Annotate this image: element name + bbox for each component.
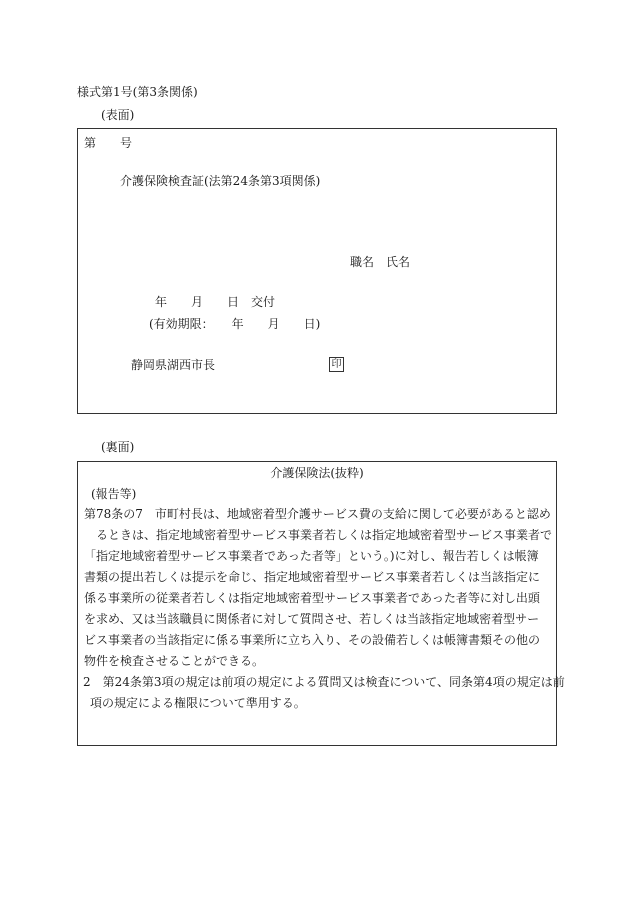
section-heading: (報告等): [91, 487, 137, 501]
article-line: ビス事業者の当該指定に係る事業所に立ち入り、その設備若しくは帳簿書類その他の: [84, 633, 541, 647]
law-title: 介護保険法(抜粋): [270, 466, 364, 480]
article-line: るときは、指定地域密着型サービス事業者若しくは指定地域密着型サービス事業者で: [96, 528, 553, 542]
paragraph-2-line: 項の規定による権限について準用する。: [90, 696, 306, 710]
position-name: 職名 氏名: [350, 255, 411, 269]
article-line: 「指定地域密着型サービス事業者であった者等」という。)に対し、報告若しくは帳簿: [84, 549, 539, 563]
seal-icon: [329, 357, 344, 372]
article-line: 第78条の7 市町村長は、地域密着型介護サービス費の支給に関して必要があると認め: [84, 507, 551, 521]
paragraph-2-line: 2 第24条第3項の規定は前項の規定による質問又は検査について、同条第4項の規定は前: [83, 675, 565, 689]
form-label: 様式第1号(第3条関係): [77, 85, 198, 99]
article-line: を求め、又は当該職員に関係者に対して質問させ、若しくは当該指定地域密着型サー: [84, 612, 540, 626]
front-side-label: (表面): [101, 108, 135, 122]
article-line: 係る事業所の従業者若しくは指定地域密着型サービス事業者であった者等に対し出頭: [84, 591, 540, 605]
certificate-title: 介護保険検査証(法第24条第3項関係): [120, 174, 321, 188]
certificate-back: [77, 461, 565, 746]
article-line: 書類の提出若しくは提示を命じ、指定地域密着型サービス事業者若しくは当該指定に: [84, 570, 541, 584]
certificate-number: 第 号: [84, 136, 133, 150]
article-line: 物件を検査させることができる。: [84, 654, 265, 668]
seal-char: 印: [329, 357, 344, 372]
validity-period: (有効期限： 年 月 日): [149, 317, 321, 331]
issuer-name: 静岡県湖西市長: [131, 358, 216, 372]
certificate-front: [77, 128, 557, 414]
issue-date: 年 月 日 交付: [155, 295, 276, 309]
back-side-label: (裏面): [101, 440, 135, 454]
